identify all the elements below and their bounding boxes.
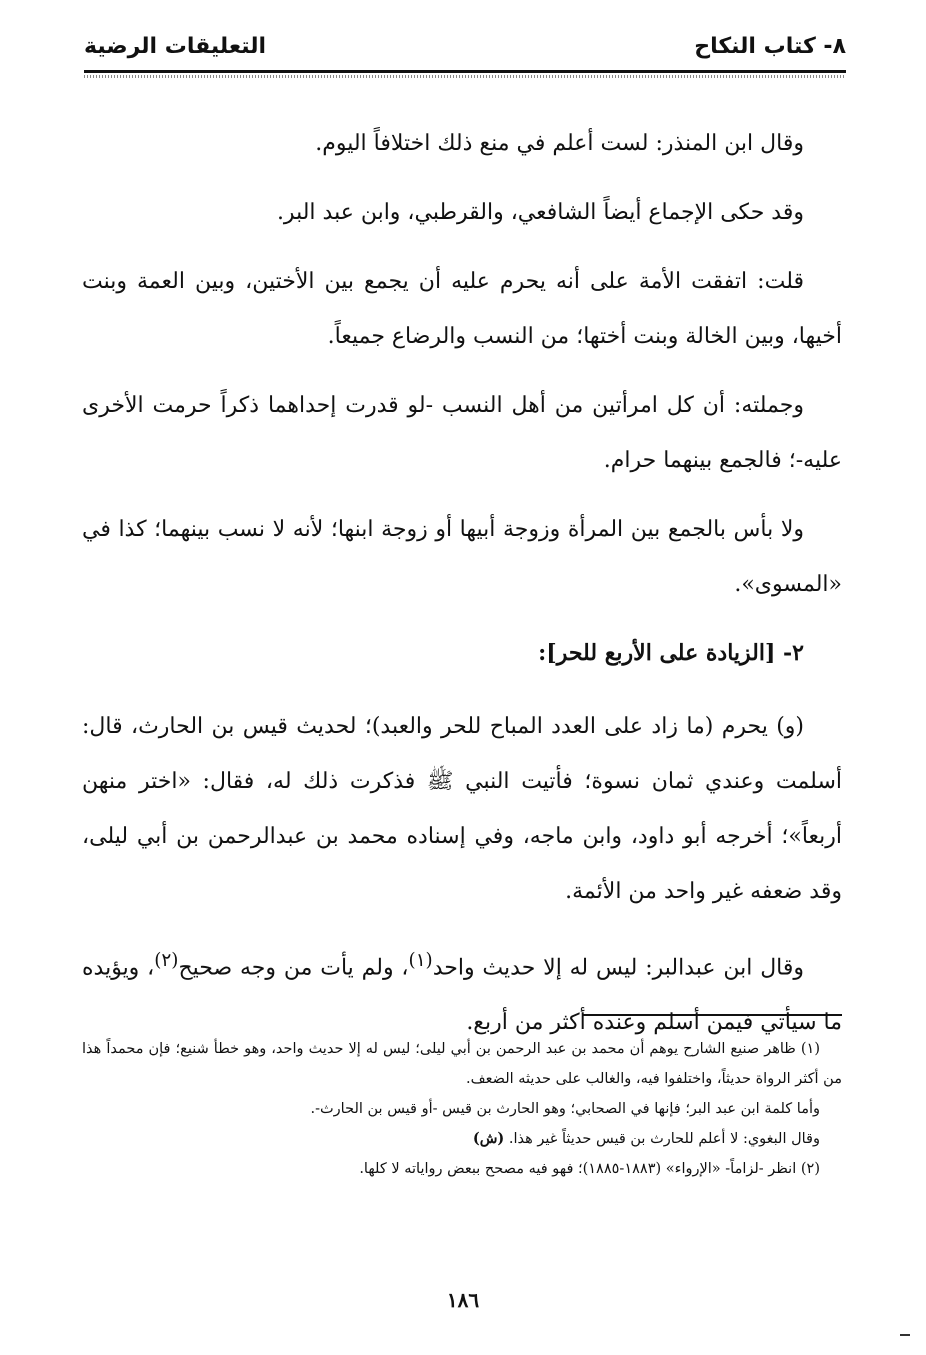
paragraph-text: وقال ابن عبدالبر: ليس له إلا حديث واحد xyxy=(432,955,805,981)
editor-initials: (ش) xyxy=(472,1130,505,1147)
header-rule xyxy=(84,70,846,78)
chapter-title: ٨- كتاب النكاح xyxy=(694,33,846,59)
footnote-ref: (٢) xyxy=(154,950,179,971)
paragraph: وقال ابن المنذر: لست أعلم في منع ذلك اختلافاً اليوم. xyxy=(315,131,804,156)
paragraph: وجملته: أن كل امرأتين من أهل النسب -لو قدرت إحداهما ذكراً حرمت الأخرى عليه-؛ فالجمع بينهما حرام. xyxy=(82,393,842,473)
page-number: ١٨٦ xyxy=(446,1288,480,1312)
paragraph: وقد حكى الإجماع أيضاً الشافعي، والقرطبي، وابن عبد البر. xyxy=(276,200,804,225)
paragraph: قلت: اتفقت الأمة على أنه يحرم عليه أن يجمع بين الأختين، وبين العمة وبنت أخيها، وبين الخالة وبنت أختها؛ من النسب والرضاع جميعاً. xyxy=(82,269,842,349)
paragraph: ولا بأس بالجمع بين المرأة وزوجة أبيها أو زوجة ابنها؛ لأنه لا نسب بينهما؛ كذا في «المسوى». xyxy=(82,517,842,597)
paragraph: (و) يحرم (ما زاد على العدد المباح للحر والعبد)؛ لحديث قيس بن الحارث، قال: أسلمت وعندي ثمان نسوة؛ فأتيت النبي ﷺ فذكرت ذلك له، فقال: «اختر منهن أربعاً»؛ أخرجه أبو داود، وابن ماجه، وفي إسناده محمد بن عبدالرحمن بن أبي ليلى، وقد ضعفه غير واحد من الأئمة. xyxy=(82,714,842,904)
footnote: (١) ظاهر صنيع الشارح يوهم أن محمد بن عبد الرحمن بن أبي ليلى؛ ليس له إلا حديث واحد، وهو خطأ شنيع؛ فإن محمداً هذا من أكثر الرواة حديثاً، واختلفوا فيه، والغالب على حديثه الضعف. xyxy=(82,1041,842,1087)
paragraph-text: ، ولم يأت من وجه صحيح xyxy=(178,955,409,981)
footnote: (٢) انظر -لزاماً- «الإرواء» (١٨٨٣-١٨٨٥)؛ فهو فيه مصحح ببعض رواياته لا كلها. xyxy=(359,1161,820,1177)
footnotes xyxy=(82,1034,842,1184)
main-text xyxy=(82,116,842,1050)
footnote: وأما كلمة ابن عبد البر؛ فإنها في الصحابي؛ وهو الحارث بن قيس -أو قيس بن الحارث-. xyxy=(310,1101,820,1117)
scan-mark xyxy=(900,1334,910,1336)
footnote-separator xyxy=(582,1014,842,1016)
footnote xyxy=(82,1124,842,1154)
footnote-text: وقال البغوي: لا أعلم للحارث بن قيس حديثاً غير هذا. xyxy=(508,1131,820,1147)
running-header xyxy=(84,28,846,64)
paragraph xyxy=(82,933,842,1050)
section-heading: ٢- [الزيادة على الأربع للحر]: xyxy=(538,640,804,666)
paragraph-text: ، ويؤيده ما سيأتي فيمن أسلم وعنده أكثر من أربع. xyxy=(82,955,842,1036)
footnote-ref: (١) xyxy=(408,950,433,971)
book-title: التعليقات الرضية xyxy=(84,33,267,59)
